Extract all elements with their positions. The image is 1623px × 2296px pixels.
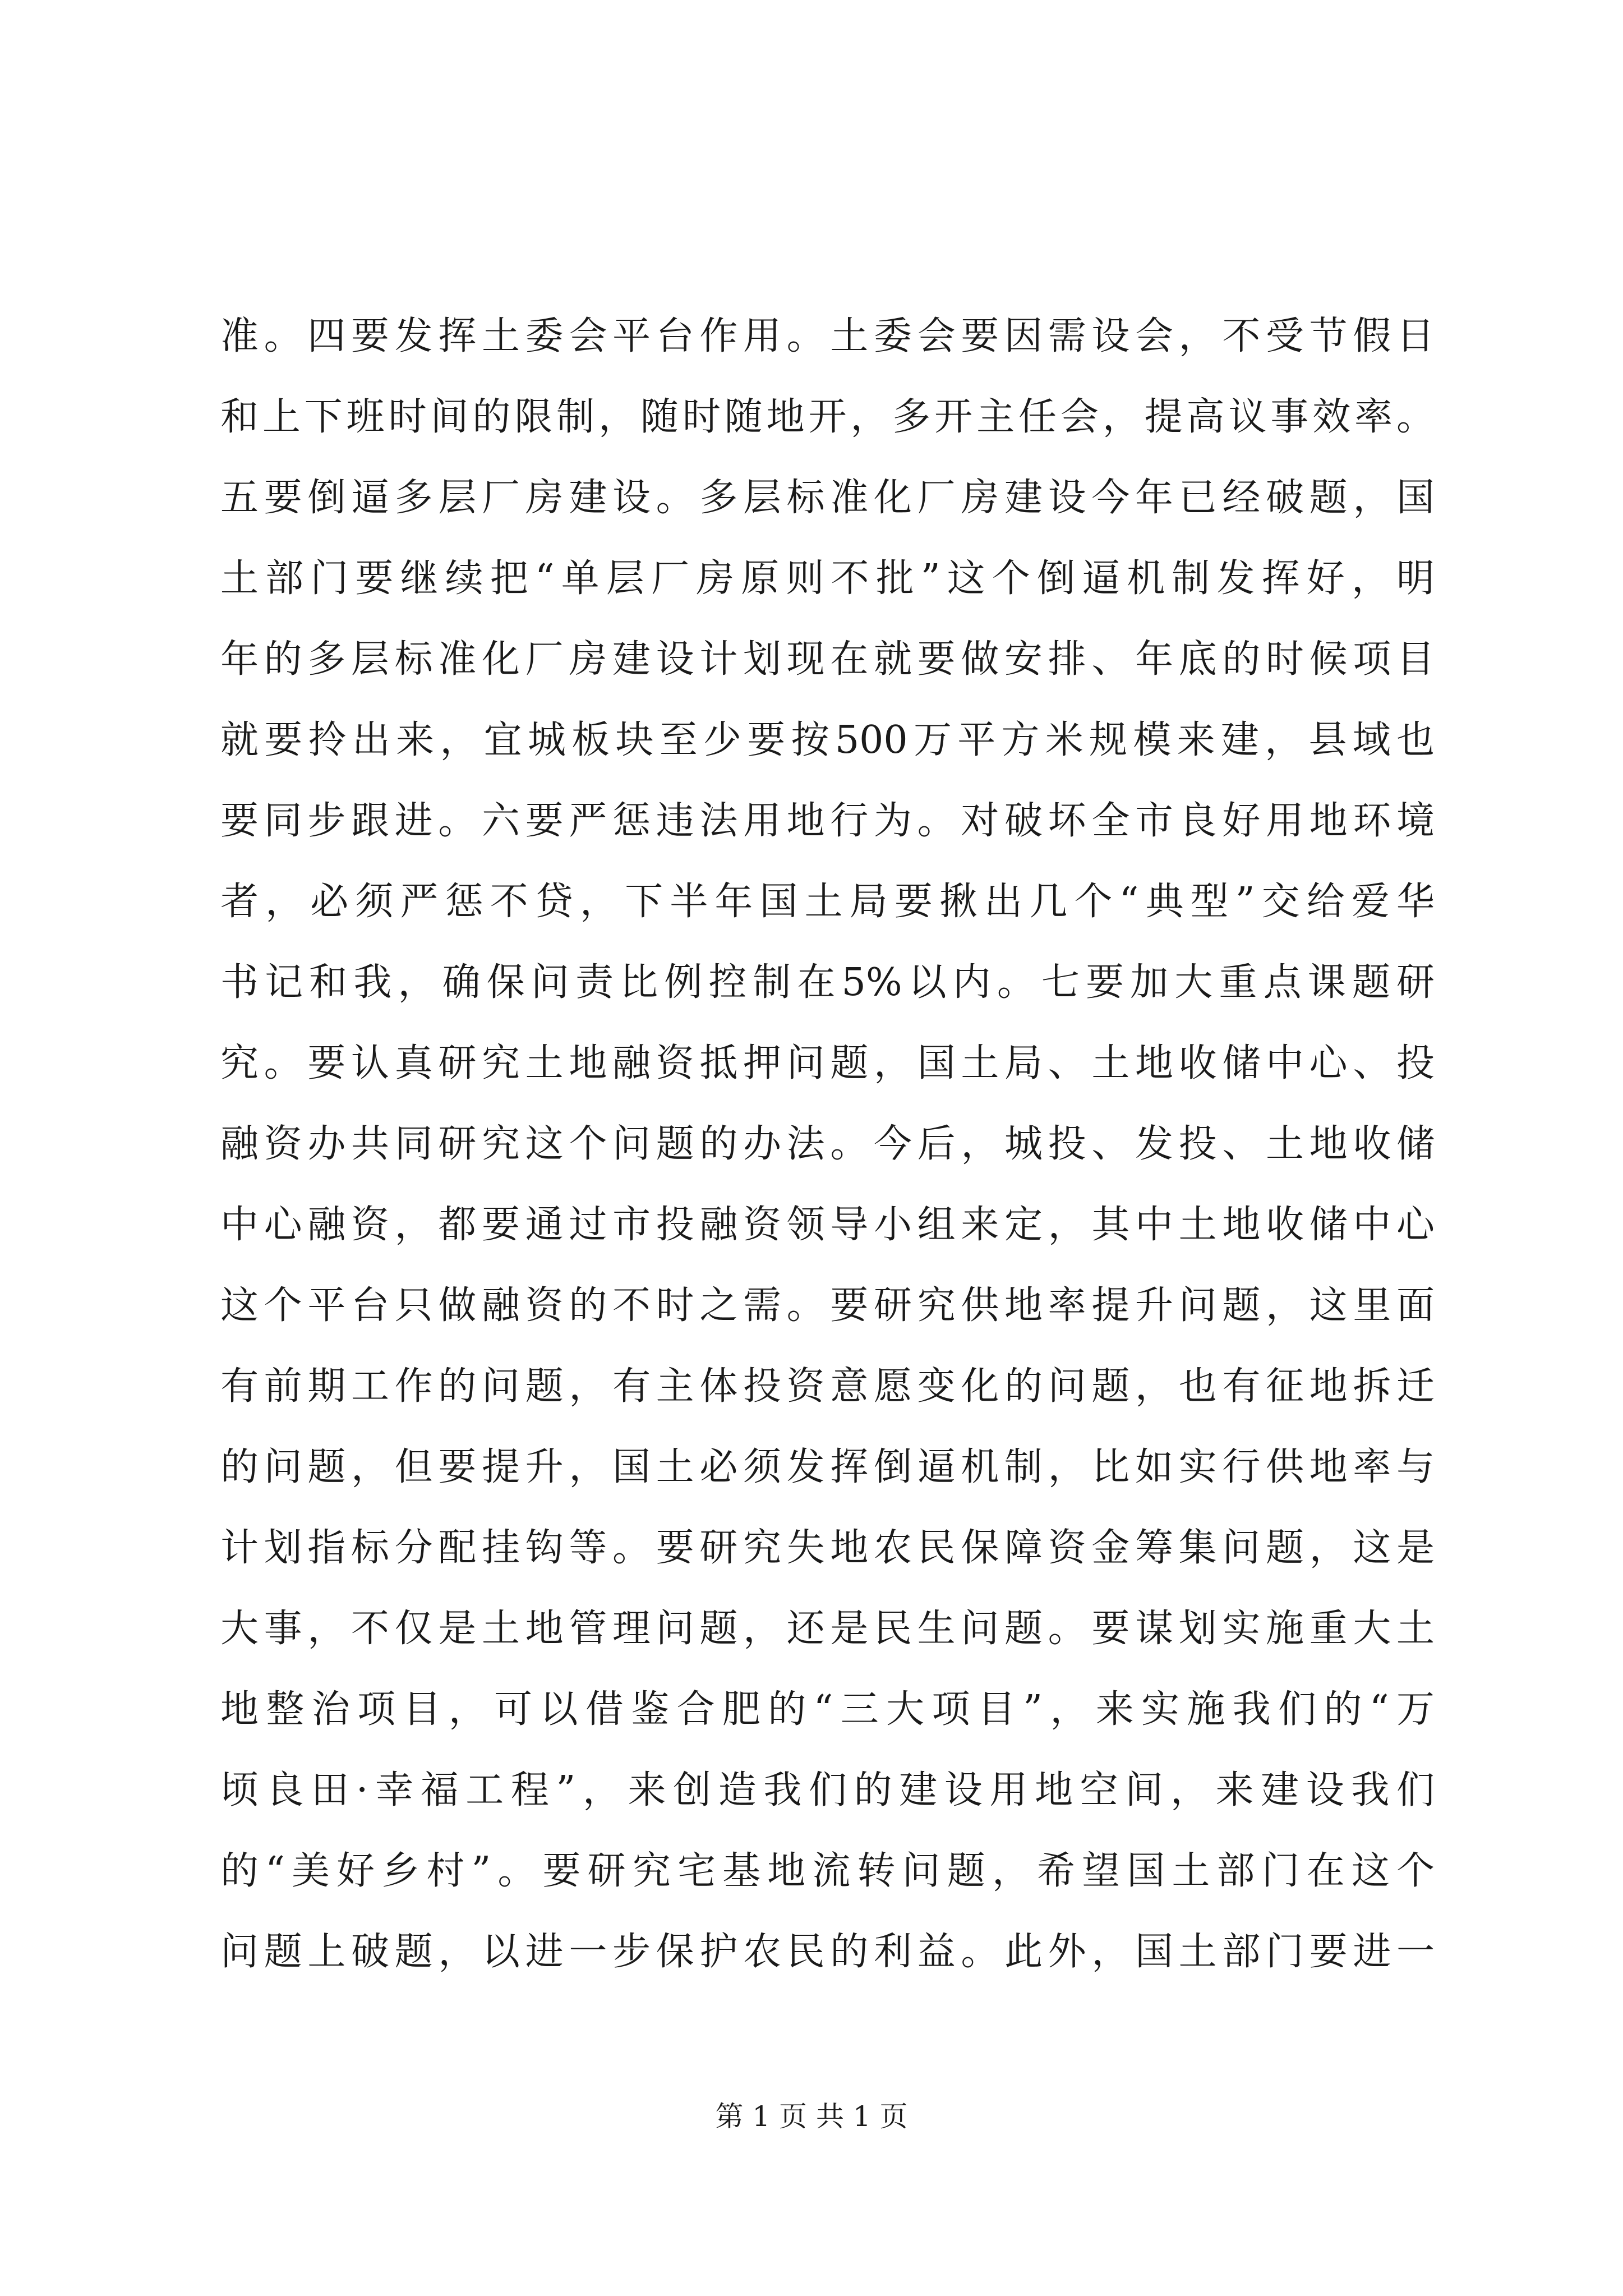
- text-line: 五要倒逼多层厂房建设。多层标准化厂房建设今年已经破题，国: [220, 476, 1435, 520]
- text-line: 究。要认真研究土地融资抵押问题，国土局、土地收储中心、投: [220, 1041, 1435, 1085]
- text-line: 就要拎出来，宜城板块至少要按500万平方米规模来建，县域也: [220, 718, 1435, 762]
- text-line: 中心融资，都要通过市投融资领导小组来定，其中土地收储中心: [220, 1203, 1435, 1247]
- text-line: 的“美好乡村”。要研究宅基地流转问题，希望国土部门在这个: [220, 1849, 1435, 1893]
- text-line: 顷良田·幸福工程”，来创造我们的建设用地空间，来建设我们: [220, 1768, 1435, 1812]
- body-text: [220, 296, 1435, 1993]
- page-number-footer: 第 1 页 共 1 页: [715, 2100, 908, 2133]
- text-line: 有前期工作的问题，有主体投资意愿变化的问题，也有征地拆迁: [220, 1364, 1435, 1409]
- text-line: 书记和我，确保问责比例控制在5%以内。七要加大重点课题研: [220, 960, 1435, 1005]
- text-line: 和上下班时间的限制，随时随地开，多开主任会，提高议事效率。: [220, 395, 1435, 439]
- text-line: 土部门要继续把“单层厂房原则不批”这个倒逼机制发挥好，明: [220, 556, 1435, 601]
- text-line: 问题上破题，以进一步保护农民的利益。此外，国土部门要进一: [220, 1930, 1435, 1974]
- text-line: 计划指标分配挂钩等。要研究失地农民保障资金筹集问题，这是: [220, 1526, 1435, 1570]
- text-line: 融资办共同研究这个问题的办法。今后，城投、发投、土地收储: [220, 1122, 1435, 1166]
- text-line: 的问题，但要提升，国土必须发挥倒逼机制，比如实行供地率与: [220, 1445, 1435, 1489]
- text-line: 年的多层标准化厂房建设计划现在就要做安排、年底的时候项目: [220, 637, 1435, 682]
- text-line: 地整治项目，可以借鉴合肥的“三大项目”，来实施我们的“万: [220, 1687, 1435, 1732]
- text-line: 要同步跟进。六要严惩违法用地行为。对破坏全市良好用地环境: [220, 799, 1435, 843]
- text-line: 大事，不仅是土地管理问题，还是民生问题。要谋划实施重大土: [220, 1607, 1435, 1651]
- text-line: 这个平台只做融资的不时之需。要研究供地率提升问题，这里面: [220, 1283, 1435, 1328]
- text-line: 准。四要发挥土委会平台作用。土委会要因需设会，不受节假日: [220, 314, 1435, 358]
- text-line: 者，必须严惩不贷，下半年国土局要揪出几个“典型”交给爱华: [220, 880, 1435, 924]
